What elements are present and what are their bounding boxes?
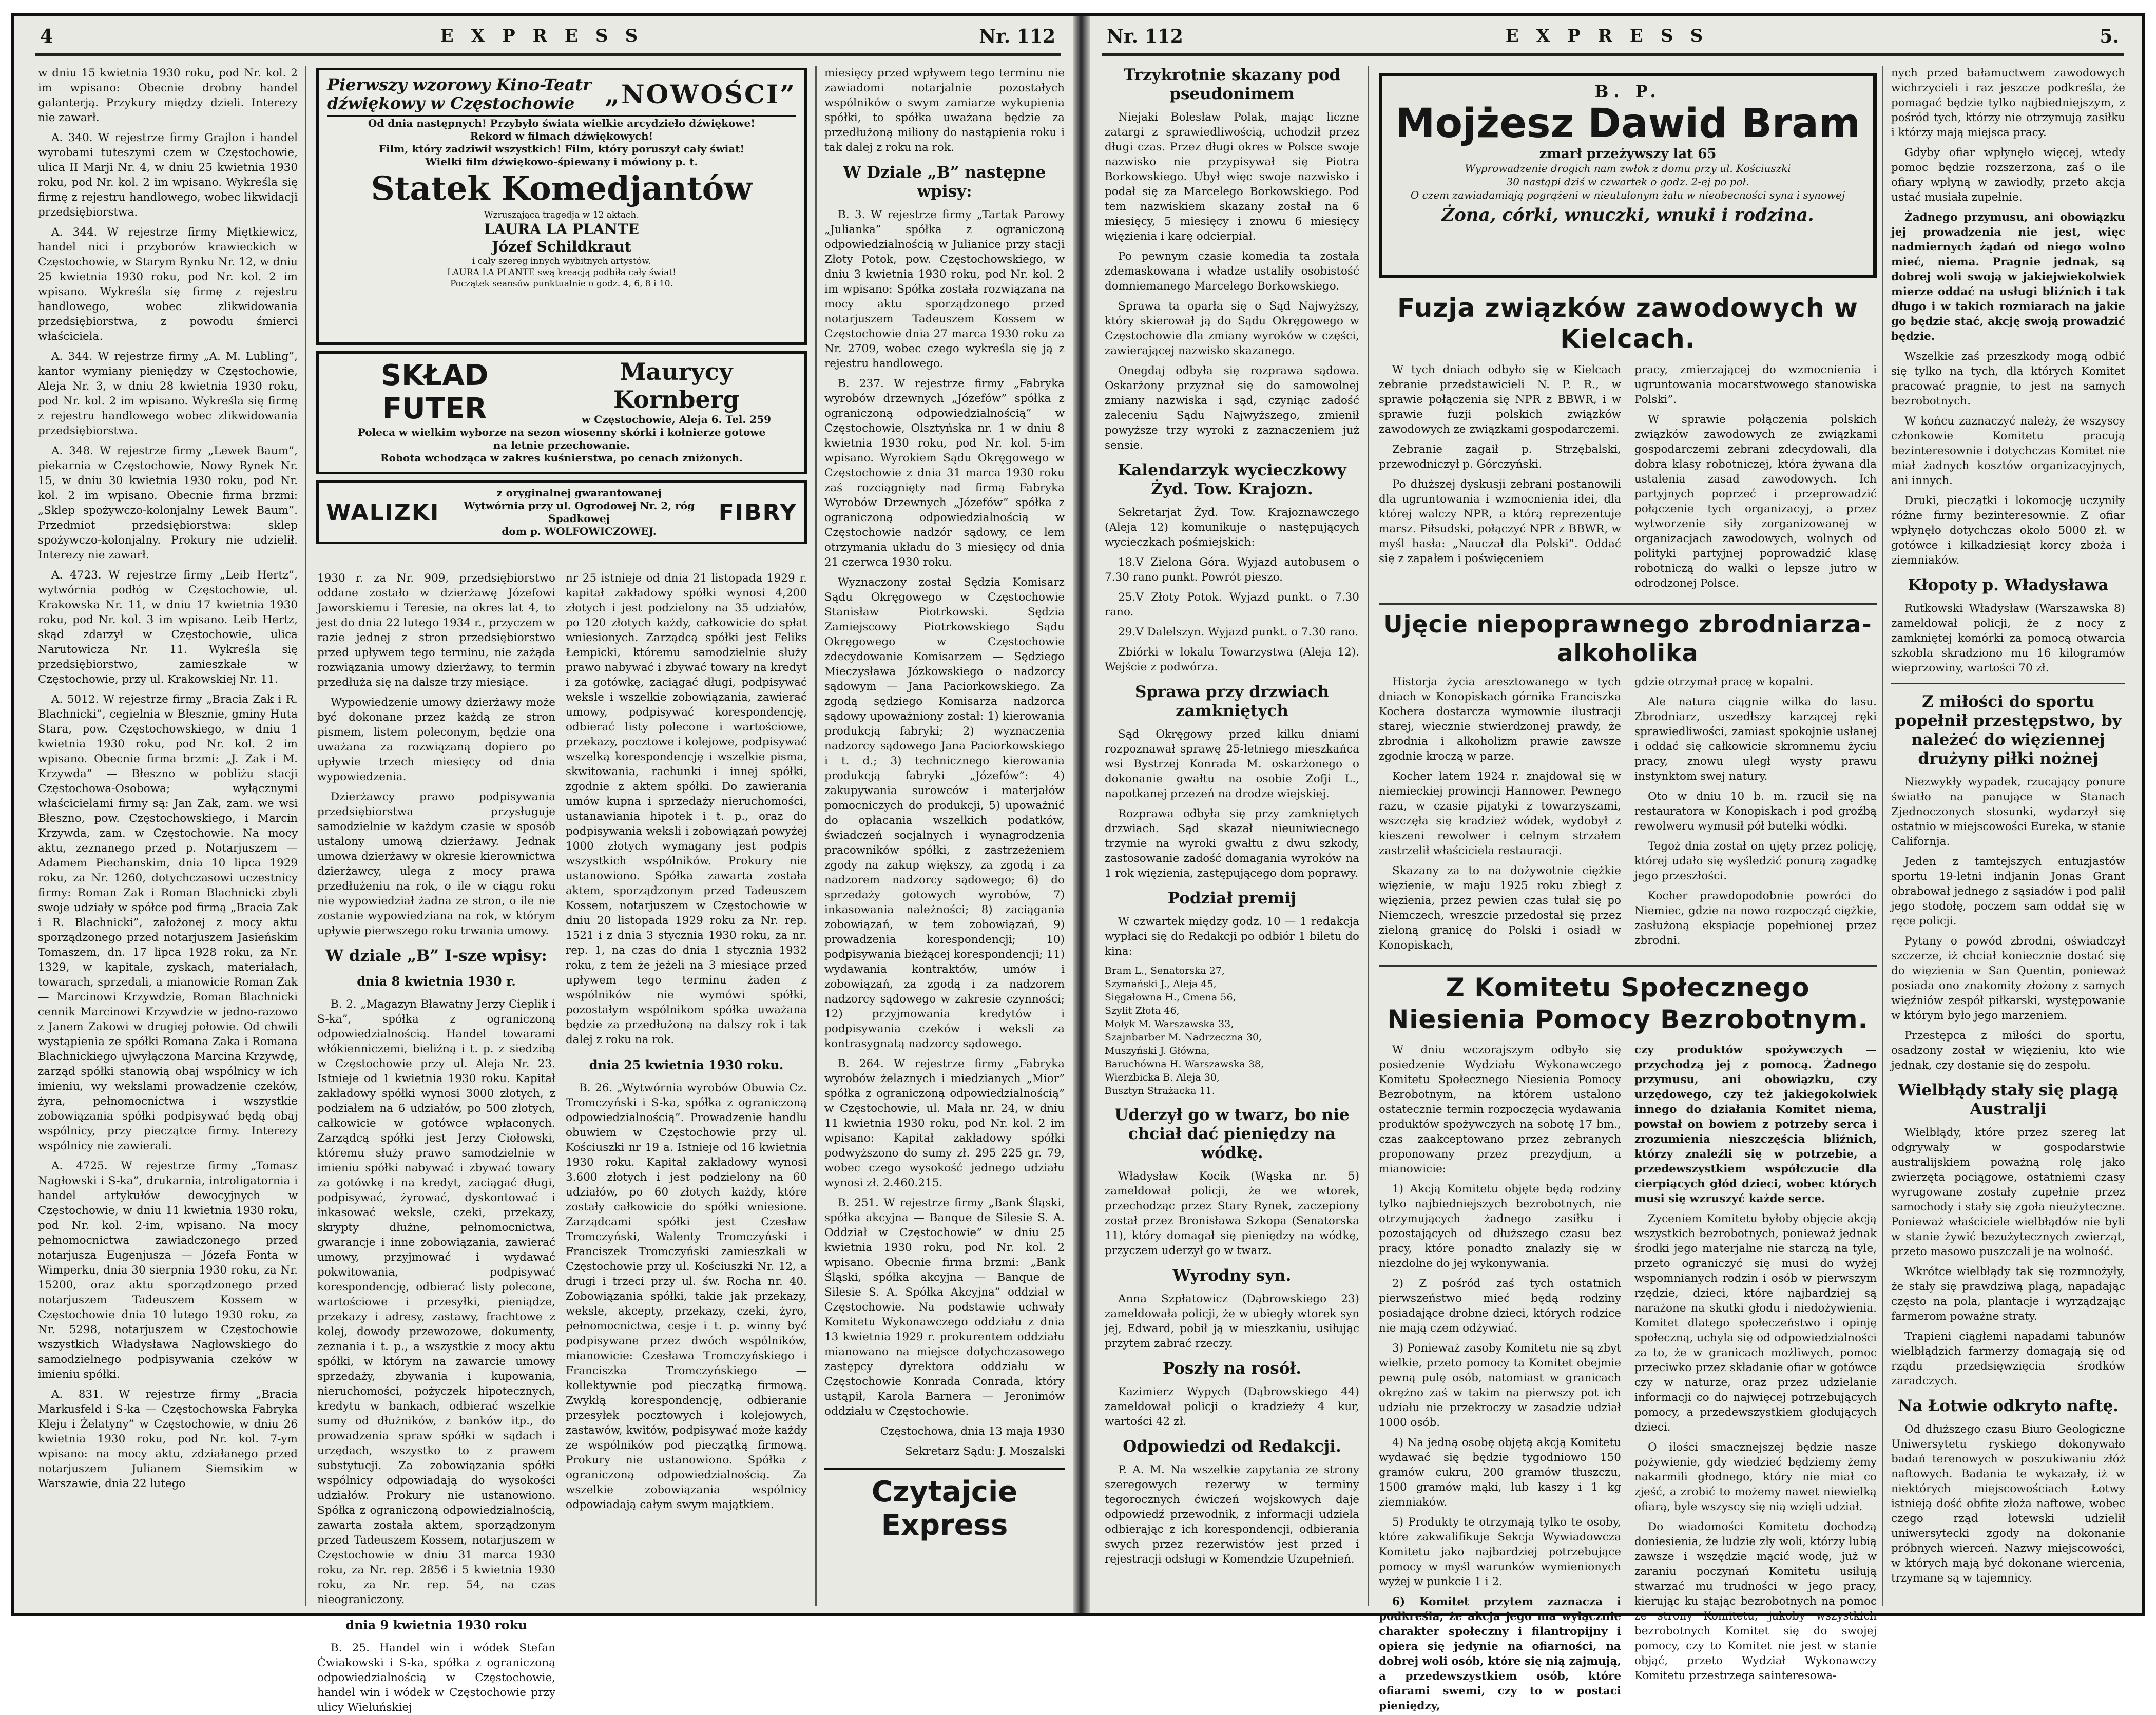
list-item: Baruchówna H. Warszawska 38, bbox=[1105, 1058, 1264, 1070]
cinema-brand: „NOWOŚCI” bbox=[605, 79, 796, 109]
article-paragraph: Onegdaj odbyła się rozprawa sądowa. Oskarżony przyznał się do samowolnej zmiany nazwiska i sąd, czyniąc zadość zaleceniu Sądu Najwyższego, zmienił powyższe trzy wyroki z zaznaczeniem już sensie. bbox=[1105, 364, 1359, 452]
cinema-ad-line1: Pierwszy wzorowy Kino-Teatr bbox=[327, 75, 591, 94]
suitcase-ad-text: z oryginalnej gwarantowanej bbox=[496, 487, 662, 499]
left-masthead: EXPRESS bbox=[440, 26, 656, 46]
article-paragraph: Jeden z tamtejszych entuzjastów sportu 19-letni indjanin Jonas Grant obrabował jednego z sąsiadów i pod palił jego stodołę, poczem sam oddał się w ręce policji. bbox=[1891, 855, 2125, 928]
read-express-slogan: Czytajcie Express bbox=[824, 1468, 1065, 1542]
article-paragraph: 3) Ponieważ zasoby Komitetu nie są zbyt wielkie, przeto pomocy ta Komitet obejmie pewną pulę osób, natomiast w granicach okrężno zaś w takim na pierwszy pot ich udziału nie przekroczy w zasadzie udział 1000 osób. bbox=[1379, 1342, 1621, 1429]
article-paragraph: B. 264. W rejestrze firmy „Fabryka wyrobów żelaznych i miedzianych „Mior” spółka z ograniczoną odpowiedzialnością” w Częstochowie, ul. Mała nr. 24, w dniu 11 kwietnia 1930 roku, pod Nr. kol. 2 im wpisano: Kapitał zakładowy spółki podwyższono do sumy zł. 295 225 gr. 79, wobec czego wysokość jednego udziału wynosi zł. 2.460.215. bbox=[824, 1057, 1065, 1189]
article-separator bbox=[1891, 683, 2125, 684]
right-column-3 bbox=[1891, 66, 2125, 1595]
section-date: dnia 9 kwietnia 1930 roku bbox=[345, 1617, 527, 1632]
article-paragraph: Wyznaczony został Sędzia Komisarz Sądu Okręgowego w Częstochowie Stanisław Piotrkowski. Sędzia Zamiejscowy Piotrkowskiego Sądu Okręgowego w Częstochowie zdecydowanie Komisarzem — Sędziego Mieczysława Józkowskiego o nadzorcy sądowym — Jana Paciorkowskiego. Za zgodą sędziego Komisarza nadzorca sądowy upoważniony został: 1) kierowania produkcją fabryki; 2) wyznaczenia nadzorcy sądowego Jana Paciorkowskiego i t. d.; 3) technicznego kierowania produkcją fabryki „Józefów”: 4) zakupywania surowców i materjałów pomocniczych do produkcji, 5) upoważnić do opłacania wszelkich podatków, świadczeń socjalnych i wynagrodzenia pracowników spółki, z zastrzeżeniem zgody na zakup większy, za zgodą i za nadzorem nadzorcy sądowego; 6) do sprzedaży gotowych wyrobów, 7) inkasowania należności; 8) zaciągania zobowiązań, w tem zobowiązań, 9) prowadzenia korespondencji; 10) podpisywania bieżącej korespondencji; 11) wydawania kontraktów, umów i zobowiązań, za zgodą i za nadzorem nadzorcy sądowego w zakresie czynności; 12) przyjmowania kredytów i podpisywania czeków i weksli za kontrasygnatą nadzorcy sądowego. bbox=[824, 576, 1065, 1050]
fur-shop-ad bbox=[316, 351, 807, 474]
section-date: dnia 8 kwietnia 1930 r. bbox=[357, 974, 516, 989]
article-paragraph: Wszelkie zaś przeszkody mogą odbić się tylko na tych, dla których Komitet pracować pragnie, to jest na samych bezrobotnych. bbox=[1891, 350, 2125, 408]
article-paragraph: 25.V Złoty Potok. Wyjazd punkt. o 7.30 rano. bbox=[1105, 591, 1359, 619]
suitcase-ad-text: dom p. WOLFOWICZOWEJ. bbox=[502, 525, 657, 537]
article-headline: Z miłości do sportu popełnił przestępstwo, by należeć do więziennej drużyny piłki nożnej bbox=[1895, 692, 2122, 768]
article-paragraph: Ale natura ciągnie wilka do lasu. Zbrodniarz, uszedłszy karzącej ręki sprawiedliwości, zamiast spokojnie usłanej i oddać się całkowicie skromnemu życiu pracy, znowu uległ wysty prawu instynktom swej natury. bbox=[1634, 696, 1877, 783]
suitcase-ad-left: WALIZKI bbox=[326, 499, 440, 526]
obituary-age: zmarł przeżywszy lat 65 bbox=[1539, 146, 1717, 162]
article-headline: Kalendarzyk wycieczkowy Żyd. Tow. Krajozn. bbox=[1118, 461, 1346, 498]
article-paragraph: Wypowiedzenie umowy dzierżawy może być dokonane przez każdą ze stron pismem, listem poleconym, będzie ona uważana za rozwiązaną dopiero po upływie trzech miesięcy od dnia wypowiedzenia. bbox=[317, 696, 555, 783]
film-note: LAURA LA PLANTE swą kreacją podbiła cały świat! bbox=[447, 267, 677, 278]
film-showtimes: Początek seansów punktualnie o godz. 4, 6, 8 i 10. bbox=[450, 279, 673, 289]
left-page-header bbox=[35, 24, 1061, 56]
obituary-name: Mojżesz Dawid Bram bbox=[1395, 101, 1861, 147]
article-headline: Poszły na rosół. bbox=[1162, 1359, 1302, 1378]
obituary-text: 30 nastąpi dziś w czwartek o godz. 2-ej po poł. bbox=[1506, 176, 1749, 188]
article-paragraph: Anna Szpłatowicz (Dąbrowskiego 23) zameldowała policji, że w ubiegły wtorek syn jej, Edward, pobił ją w mieszkaniu, usiłując przytem zabrać rzeczy. bbox=[1105, 1293, 1359, 1350]
cinema-ad bbox=[316, 68, 807, 345]
film-title: Statek Komedjantów bbox=[371, 169, 753, 208]
prize-winners-list bbox=[1105, 964, 1359, 1097]
film-actor: LAURA LA PLANTE bbox=[484, 221, 639, 238]
article-paragraph: B. 2. „Magazyn Bławatny Jerzy Cieplik i S-ka”, spółka z ograniczoną odpowiedzialnością. Handel towarami włókienniczemi, bieliźną i t. p. z siedzibą w Częstochowie przy ul. Aleja Nr. 23. Istnieje od 1 kwietnia 1930 roku. Kapitał zakładowy spółki wynosi 3000 złotych, z podziałem na 6 udziałów, po 500 złotych, całkowicie w gotówce wpłaconych. Zarządcą spółki jest Jerzy Ciołowski, któremu służy prawo samodzielnie w imieniu spółki nabywać i zbywać towary za gotówkę i na kredyt, zaciągać długi, podpisywać, żyrować, dyskontować i inkasować weksle, czeki, przekazy, skrypty dłużne, pełnomocnictwa, gwarancje i inne zobowiązania, zawierać umowy, przyjmować i wydawać pokwitowania, podpisywać korespondencję, odbierać listy polecone, wartościowe i przesyłki, pieniądze, przekazy i adresy, zastawy, frachtowe z kolej, dowody przewozowe, dokumenty, zeznania i t. p., a wszystkie z mocy aktu spółki, w którym na zawarcie umowy sprzedaży, zbywania i kupowania, nieruchomości, pożyczek hipotecznych, kredytu w bankach, odbierać wszelkie sumy od dłużników, z banków itp., do prowadzenia spraw spółki w sądach i urzędach, wszystko to z prawem substytucji. Za zobowiązania spółki wspólnicy odpowiadają do wysokości udziałów. Prokury nie ustanowiono. Spółka z ograniczoną odpowiedzialnością, zawarta została aktem, sporządzonym przed Tadeuszem Kossem, notarjuszem w Częstochowie w dniu 31 marca 1930 roku, za Nr. rep. 2856 i 5 kwietnia 1930 roku, za Nr. rep. 54, na czas nieograniczony. bbox=[317, 998, 555, 1606]
newspaper-scan bbox=[11, 13, 2145, 1714]
obituary-box bbox=[1379, 73, 1877, 285]
article-paragraph: B. 237. W rejestrze firmy „Fabryka wyrobów drzewnych „Józefów” spółka z ograniczoną odpowiedzialnością” w Częstochowie, Olsztyńska nr. 1 w dniu 8 kwietnia 1930 roku, pod Nr. kol. 5-im wpisano. Wyrokiem Sądu Okręgowego w Częstochowie z dnia 31 marca 1930 roku zaś rozciągnięty nad firmą Fabryka Wyrobów Drzewnych „Józefów” spółka z ograniczoną odpowiedzialnością w Częstochowie nadzór sądowy, ce lem otrzymania układu do 3 miesięcy od dnia 21 czerwca 1930 roku. bbox=[824, 377, 1065, 569]
fur-shop-text: Poleca w wielkim wyborze na sezon wiosenny skórki i kołnierze gotowe bbox=[357, 426, 766, 438]
article-headline: Kłopoty p. Władysława bbox=[1908, 576, 2109, 594]
right-page-number: 5. bbox=[2100, 26, 2119, 47]
article-paragraph: Zbiórki w lokalu Towarzystwa (Aleja 12). Wejście z podwórza. bbox=[1105, 646, 1359, 673]
suitcase-ad-text: Wytwórnia przy ul. Ogrodowej Nr. 2, róg Spadkowej bbox=[464, 499, 695, 525]
article-paragraph: Kocher latem 1924 r. znajdował się w niemieckiej prowincji Hannower. Pewnego razu, w czasie pijatyki z towarzyszami, wszczęła się kradzież wódek, wydobył z kieszeni rewolwer i celnym strzałem zastrzelił właściciela restauracji. bbox=[1379, 770, 1621, 857]
list-item: Bram L., Senatorska 27, bbox=[1105, 965, 1225, 976]
right-page bbox=[1081, 16, 2145, 1712]
article-headline: Trzykrotnie skazany pod pseudonimem bbox=[1123, 66, 1341, 103]
article-paragraph: Dzierżawcy prawo podpisywania przedsiębiorstwa przysługuje samodzielnie w każdym czasie w sposób ustalony umową dzierżawy. Jednak umowa dzierżawy w okresie kierownictwa dzierżawcy, ulega z mocy prawa przedłużeniu na rok, o ile w ciągu roku nie wypowiedział żadna ze stron, o ile nie zostanie wypowiedziana na rok, w którym upływie pierwszego roku trwania umowy. bbox=[317, 791, 555, 937]
right-page-header bbox=[1102, 24, 2124, 56]
article-paragraph: 5) Produkty te otrzymają tylko te osoby, które zakwalifikuje Sekcja Wywiadowcza Komitetu jako najbardziej potrzebujące pomocy w myśl warunków wymienionych wyżej w punkcie 1 i 2. bbox=[1379, 1516, 1621, 1588]
article-paragraph: A. 344. W rejestrze firmy „A. M. Lubling”, kantor wymiany pieniędzy w Częstochowie, Aleja Nr. 3, w dniu 28 kwietnia 1930 roku, pod Nr. kol. 2 im wpisano. Wykreśla się firmę z rejestru handlowego wobec zlikwidowania przedsiębiorstwa. bbox=[38, 350, 298, 437]
article-paragraph: A. 4725. W rejestrze firmy „Tomasz Nagłowski i S-ka”, drukarnia, introligatornia i handel artykułów dewocyjnych w Częstochowie, w dniu 11 kwietnia 1930 roku, pod Nr. kol. 2-im, wpisano. Na mocy pełnomocnictwa zawiadczonego przed notarjusza Eugenjusza — Józefa Fonta w Wimperku, dnia 30 sierpnia 1930 roku, za Nr. 15200, oraz aktu sporządzonego przed notarjuszem Tadeuszem Kossem w Częstochowie dnia 10 lutego 1930 roku, za Nr. 5298, notarjuszem w Częstochowie wszystkich Władysława Nagłowskiego do samodzielnego podpisywania czeków w imieniu spółki. bbox=[38, 1160, 298, 1381]
obituary-family: Żona, córki, wnuczki, wnuki i rodzina. bbox=[1441, 205, 1814, 225]
cinema-ad-text: Wielki film dźwiękowo-śpiewany i mówiony p. t. bbox=[425, 156, 698, 168]
article-paragraph: 4) Na jedną osobę objętą akcją Komitetu wydawać się będzie tygodniowo 150 gramów cukru, 200 gramów tłuszczu, 1500 gramów mąki, lub kaszy i 1 kg ziemniaków. bbox=[1379, 1436, 1621, 1509]
right-masthead: EXPRESS bbox=[1505, 26, 1721, 46]
cinema-ad-text: Film, który zadziwił wszystkich! Film, który poruszył cały świat! bbox=[378, 143, 745, 155]
film-cast-note: i cały szereg innych wybitnych artystów. bbox=[472, 256, 651, 266]
article-paragraph: W końcu zaznaczyć należy, że wszyscy członkowie Komitetu pracują bezinteresownie i dotychczas Komitet nie miał żadnych kosztów organizacyjnych, ani innych. bbox=[1891, 415, 2125, 487]
article-paragraph: Skazany za to na dożywotnie ciężkie więzienie, w maju 1925 roku zbiegł z więzienia, przez pewien czas tułał się po Niemczech, wreszcie przedostał się przez zieloną granicę do Polski i osiadł w Konopiskach, bbox=[1379, 864, 1621, 952]
article-separator bbox=[1379, 965, 1877, 967]
left-issue-number: Nr. 112 bbox=[979, 26, 1055, 47]
article-paragraph: Władysław Kocik (Wąska nr. 5) zameldował policji, że we wtorek, przechodząc przez Stary Rynek, zaczepiony został przez Bronisława Szkopa (Senatorska 11), który domagał się pieniędzy na wódkę, przyczem uderzył go w twarz. bbox=[1105, 1170, 1359, 1257]
article-headline: Wielbłądy stały się plagą Australji bbox=[1898, 1081, 2119, 1119]
obituary-text: O czem zawiadamiają pogrążeni w nieutulonym żalu w nieobecności syna i synowej bbox=[1410, 189, 1845, 201]
list-item: Szymański J., Aleja 45, bbox=[1105, 978, 1217, 990]
article-paragraph: Sekretarjat Żyd. Tow. Krajoznawczego (Aleja 12) komunikuje o następujących wycieczkach pośmiejskich: bbox=[1105, 506, 1359, 549]
article-paragraph: W tych dniach odbyło się w Kielcach zebranie przedstawicieli N. P. R., w sprawie połączenia się NPR z BBWR, i w sprawie fuzji polskich związków zawodowych ze związkami gospodarczemi. bbox=[1379, 363, 1621, 436]
cinema-ad-text: Od dnia następnych! Przybyło świata wielkie arcydzieło dźwiękowe! bbox=[368, 117, 756, 129]
article-paragraph: Druki, pieczątki i lokomocję uczyniły różne firmy bezinteresownie. Z ofiar wpłynęło dotychczas około 5000 zł. w gotówce i kilkadziesiąt korcy zboża i ziemniaków. bbox=[1891, 494, 2125, 567]
article-paragraph: Żadnego przymusu, ani obowiązku jej prowadzenia nie jest, więc nadmiernych żądań od niego wolno mieć, niema. Pragnie jednak, są dobrej woli swoją w jakiejwiekolwiek mierze oddać na usługi bliźnich i tak długo i w takich rozmiarach na jakie go będzie stać, akcję swoją prowadzić będzie. bbox=[1891, 211, 2125, 343]
article-headline: Odpowiedzi od Redakcji. bbox=[1123, 1437, 1341, 1456]
article-paragraph: Gdyby ofiar wpłynęło więcej, wtedy pomoc będzie rozszerzona, zaś o ile ofiary wpłyną w zawiodły, przeto akcja ustać musiała zupełnie. bbox=[1891, 146, 2125, 204]
film-subtitle: Wzruszająca tragedja w 12 aktach. bbox=[484, 210, 639, 220]
article-paragraph: W czwartek między godz. 10 — 1 redakcja wypłaci się do Redakcji po odbiór 1 biletu do kina: bbox=[1105, 915, 1359, 958]
article-paragraph: Sprawa ta oparła się o Sąd Najwyższy, który skierował ją do Sądu Okręgowego w Częstochowie dla zmiany wyroków w części, zawierającej nazwisko skazanego. bbox=[1105, 300, 1359, 357]
article-paragraph: czy produktów spożywczych — przychodzą jej z pomocą. Żadnego przymusu, ani obowiązku, czy urzędowego, czy też jakiegokolwiek innego do działania Komitet niema, powstał on bowiem z potrzeby serca i zrozumienia nieszczęścia bliźnich, którzy znaleźli się w potrzebie, a przedewszystkiem współczucie dla cierpiących głód dzieci, wobec których musi się wzruszyć każde serce. bbox=[1634, 1044, 1877, 1205]
list-item: Sięgałowna H., Cmena 56, bbox=[1105, 992, 1236, 1003]
article-paragraph: Przestępca z miłości do sportu, osadzony został w więzieniu, kto wie jednak, czy dostanie się do zespołu. bbox=[1891, 1029, 2125, 1072]
article-paragraph: nr 25 istnieje od dnia 21 listopada 1929 r. kapitał zakładowy spółki wynosi 4,200 złotych i jest podzielony na 35 udziałów, po 120 złotych każdy, całkowicie do spłat wniesionych. Zarządcą spółki jest Feliks Łempicki, któremu samodzielnie służy prawo nabywać i zbywać towary na kredyt i za gotówkę, zaciągać długi, podpisywać weksle i wszelkie zobowiązania, zawierać umowy, podpisywać korespondencję, odbierać listy polecone i wartościowe, przekazy, pocztowe i kolejowe, podpisywać wszelką korespondencję i wszelkie pisma, skwitowania, rachunki i innej spółki, zgodnie z aktem spółki. Do zawierania umów kupna i sprzedaży nieruchomości, ustanawiania hipotek i t. p., oraz do podpisywania weksli i zobowiązań powyżej 1000 złotych wymagany jest podpis wszystkich wspólników. Prokury nie ustanowiono. Spółka zawarta została aktem, sporządzonym przed Tadeuszem Kossem, notarjuszem w Częstochowie w dniu 20 listopada 1929 roku za Nr. rep. 1521 i z dnia 3 stycznia 1930 roku, za nr. rep. 1, na czas do dnia 1 stycznia 1932 roku, z tem że jeżeli na 3 miesiące przed upływem tego terminu żaden z wspólników nie wymówi spółki, pozostałym wspólnikom spółka uważana będzie za przedłużoną na dalszy rok i tak dalej z roku na rok. bbox=[566, 572, 807, 1046]
column-rule bbox=[1368, 66, 1369, 1606]
article-paragraph: Sąd Okręgowy przed kilku dniami rozpoznawał sprawę 25-letniego mieszkańca wsi Bystrzej Konrada M. oskarżonego o dokonanie gwałtu na osobie Zofji L., napotkanej przezeń na drodze wiejskiej. bbox=[1105, 728, 1359, 800]
right-issue-number: Nr. 112 bbox=[1107, 26, 1183, 47]
article-paragraph: Tegoż dnia został on ujęty przez policję, której udało się wyśledzić ponurą zagadkę jego przeszłości. bbox=[1634, 840, 1877, 882]
article-paragraph: Rozprawa odbyła się przy zamkniętych drzwiach. Sąd skazał nieuniwiecnego trzymie na wyroki gwałtu z dwu szkody, zastosowanie zadość domagania wyroków na 1 rok więzienia, zastępującego dom poprawy. bbox=[1105, 807, 1359, 880]
article-paragraph: Od dłuższego czasu Biuro Geologiczne Uniwersytetu ryskiego dokonywało badań terenowych w poszukiwaniu złóż naftowych. Badania te wykazały, iż w niektórych miejscowościach Łotwy istnieją dość obfite złoża naftowe, wobec czego rząd łotewski udzielił uniwersytecki zgody na dokonanie próbnych wierceń. Nazwy miejscowości, w których mają być dokonane wiercenia, trzymane są w tajemnicy. bbox=[1891, 1423, 2125, 1585]
article-paragraph: A. 348. W rejestrze firmy „Lewek Baum”, piekarnia w Częstochowie, Nowy Rynek Nr. 15, w dniu 30 kwietnia 1930 roku, pod Nr. kol. 2 im wpisano. Obecnie firma brzmi: „Sklep spożywczo-kolonjalny Lewek Baum”. Przedmiot przedsiębiorstwa: sklep spożywczo-kolonjalny. Prokury nie udzielił. Interezy nie zawarł. bbox=[38, 445, 298, 562]
left-column-2 bbox=[317, 571, 555, 1714]
list-item: Wierzbicka B. Aleja 30, bbox=[1105, 1072, 1220, 1083]
article-paragraph: Wielbłądy, które przez szereg lat odgrywały w gospodarstwie australijskiem poważną rolę jako zwierzęta pociągowe, ostatniemi czasy wyrugowane zostały zupełnie przez samochody i stały się zgoła nieużyteczne. Ponieważ właściciele wielbłądów nie byli w stanie żywić bezużytecznych zwierząt, przeto masowo puszczali je na wolność. bbox=[1891, 1126, 2125, 1258]
suitcase-ad-right: FIBRY bbox=[718, 499, 797, 526]
list-item: Szajnbarber M. Nadrzeczna 30, bbox=[1105, 1032, 1262, 1043]
article-paragraph: Historja życia aresztowanego w tych dniach w Konopiskach górnika Franciszka Kochera dostarcza wymownie ilustracji starej, wiecznie stwierdzonej prawdy, że zbrodnia i alkoholizm prawie zawsze zgodnie kroczą w parze. bbox=[1379, 676, 1621, 763]
article-paragraph: Niezwykły wypadek, rzucający ponure światło na panujące w Stanach Zjednoczonych stosunki, wydarzył się ostatnio w miejscowości Eureka, w stanie Californja. bbox=[1891, 776, 2125, 848]
article-paragraph: Kocher prawdopodobnie powróci do Niemiec, gdzie na nowo rozpocząć ciężkie, zasłużoną ekspiacje popełnionej przez zbrodni. bbox=[1634, 890, 1877, 947]
article-paragraph: B. 3. W rejestrze firmy „Tartak Parowy „Julianka” spółka z ograniczoną odpowiedzialnością w Julianice przy stacji Złoty Potok, pow. Częstochowskiego, w dniu 3 kwietnia 1930 roku, pod Nr. kol. 2 im wpisano: Spółka została rozwiązana na mocy aktu sporządzonego przed notarjuszem Tadeuszem Kossem w Częstochowie dnia 27 marca 1930 roku za Nr. 2709, wobec czego wykreśla się ją z rejestru handlowego. bbox=[824, 208, 1065, 370]
article-paragraph: B. 25. Handel win i wódek Stefan Ćwiakowski i S-ka, spółka z ograniczoną odpowiedzialnością w Częstochowie, handel win i wódek w Częstochowie przy ulicy Wieluńskiej bbox=[317, 1642, 555, 1714]
film-actor: Józef Schildkraut bbox=[492, 238, 631, 255]
suitcase-ad bbox=[316, 480, 807, 544]
article-headline: Uderzył go w twarz, bo nie chciał dać pieniędzy na wódkę. bbox=[1114, 1106, 1350, 1162]
article-paragraph: Kazimierz Wypych (Dąbrowskiego 44) zameldował policji o kradzieży 4 kur, wartości 42 zł. bbox=[1105, 1385, 1359, 1428]
obituary bbox=[1379, 73, 1877, 278]
article-paragraph: A. 340. W rejestrze firmy Grajlon i handel wyrobami tuteszymi czem w Częstochowie, ulica II Marji Nr. 4, w dniu 25 kwietnia 1930 roku, pod Nr. kol. 2 im wpisano. Wykreśla się firmę z rejestru handlowego, wobec likwidacji przedsiębiorstwa. bbox=[38, 131, 298, 219]
article-paragraph: Do wiadomości Komitetu dochodzą doniesienia, że ludzie zły woli, którzy lubią zawsze i wszędzie mącić wodę, już w zaraniu poczynań Komitetu usiłują stwarzać mu trudności w jego pracy, kierując ku stając bezrobotnych na pomoc ze strony Komitetu, jakoby wszystkich bezrobotnych Komitet się do swojej pomocy, czy to Komitet nie jest w stanie objąć, przeto Wydział Wykonawczy Komitetu przestrzega sainteresowa- bbox=[1634, 1520, 1877, 1682]
list-item: Mołyk M. Warszawska 33, bbox=[1105, 1018, 1234, 1030]
article-paragraph: B. 26. „Wytwórnia wyrobów Obuwia Cz. Tromczyński i S-ka, spółka z ograniczoną odpowiedzialnością”. Prowadzenie handlu obuwiem w Częstochowie przy ul. Kościuszki nr 19 a. Istnieje od 16 kwietnia 1930 roku. Kapitał zakładowy wynosi 3.600 złotych i jest podzielony na 60 udziałów, po 60 złotych każdy, które zostały całkowicie do spółki wniesione. Zarządcami spółki jest Czesław Tromczyński, Walenty Tromczyński i Franciszek Tromczyński zamieszkali w Częstochowie przy ul. Kościuszki Nr. 12, a drugi i trzeci przy ul. św. Rocha nr. 40. Zobowiązania spółki, takie jak przekazy, weksle, akcepty, przekazy, czeki, żyro, pełnomocnictwa, cesje i t. p. winny być podpisywane przez dwóch wspólników, mianowicie: Czesława Tromczyńskiego i Franciszka Tromczyńskiego — kollektywnie pod pieczątką firmową. Zwykłą korespondencję, odbieranie przesyłek pocztowych i kolejowych, zastawów, kwitów, podpisywać może każdy ze wspólników pod pieczątką firmową. Prokury nie ustanowiono. Spółka z ograniczoną odpowiedzialnością. Za wszelkie zobowiązania wspólnicy odpowiadają całym swym majątkiem. bbox=[566, 1082, 807, 1511]
fur-shop-address: w Częstochowie, Aleja 6. Tel. 259 bbox=[582, 413, 772, 426]
court-date: Częstochowa, dnia 13 maja 1930 bbox=[880, 1425, 1065, 1438]
list-item: Szylit Złota 46, bbox=[1105, 1005, 1180, 1016]
article-paragraph: W sprawie połączenia polskich związków zawodowych ze związkami gospodarczemi zebrani zdecydowali, dla dobra klasy robotniczej, która żywana dla ustalenia zasad zawodowych. Ich partyjnych poprzeć i przeprowadzić połączenie tych organizacyj, a przez wytworzenie siły zorganizowanej w organizacjach zawodowych, wolnych od polityki partyjnej poprowadzić klasę robotniczą do walki o lepsze jutro w odrodzonej Polsce. bbox=[1634, 413, 1877, 590]
cinema-ad-line2: dźwiękowy w Częstochowie bbox=[327, 93, 575, 113]
left-page bbox=[14, 16, 1081, 1714]
article-separator bbox=[1379, 603, 1877, 605]
fur-shop-text: na letnie przechowanie. bbox=[493, 439, 630, 451]
article-paragraph: 1930 r. za Nr. 909, przedsiębiorstwo oddane zostało w dzierżawę Józefowi Jaworskiemu i Teresie, na okres lat 4, to jest do dnia 22 lutego 1934 r., przyczem w razie jednej z stron przedsiębiorstwo przed upływem tego terminu, nie zażąda rozwiązania umowy dzierżawy, to termin przedłuża się na dalsze trzy miesiące. bbox=[317, 572, 555, 689]
article-paragraph: 6) Komitet przytem zaznacza i podkreśla, że akcja jego ma wyłącznie charakter społeczny i filantropijny i opiera się jedynie na ofiarności, na dobrej woli osób, które się nią zajmują, a przedewszystkiem osób, które ofiarami swemi, czy to w postaci pieniędzy, bbox=[1379, 1595, 1621, 1712]
left-column-2b bbox=[566, 571, 807, 1592]
article-paragraph: A. 344. W rejestrze firmy Miętkiewicz, handel nici i przyborów krawieckich w Częstochowie, w Starym Rynku Nr. 12, w dniu 25 kwietnia 1930 roku, pod Nr. kol. 2 im wpisano. Wykreśla się firmę z rejestru handlowego, wobec zlikwidowania przedsiębiorstwa, z powodu śmierci właściciela. bbox=[38, 226, 298, 343]
article-paragraph: Rutkowski Władysław (Warszawska 8) zameldował policji, że z nocy z zamkniętej komórki za pomocą otwarcia szkobla skradziono mu 16 kilogramów wieprzowiny, wartości 70 zł. bbox=[1891, 602, 2125, 675]
article-paragraph: Pytany o powód zbrodni, oświadczył szczerze, iż chciał koniecznie dostać się do więzienia w San Quentin, ponieważ posiada ono znakomity złożony z samych więźniów zespół piłkarski, występowanie w którym było jego marzeniem. bbox=[1891, 935, 2125, 1022]
article-headline: Sprawa przy drzwiach zamkniętych bbox=[1134, 683, 1330, 720]
article-paragraph: w dniu 15 kwietnia 1930 roku, pod Nr. kol. 2 im wpisano: Obecnie drobny handel galanterją. Przykury między dzieli. Interezy nie zawarł. bbox=[38, 67, 298, 124]
article-paragraph: 18.V Zielona Góra. Wyjazd autobusem o 7.30 rano punkt. Powrót pieszo. bbox=[1105, 556, 1359, 584]
section-heading: W Dziale „B” następne wpisy: bbox=[843, 163, 1046, 201]
article-headline: Wyrodny syn. bbox=[1172, 1266, 1292, 1285]
article-paragraph: Trapieni ciągłemi napadami tabunów wielbłądzich farmerzy domagają się od rządu przedsięwzięcia środków zaradczych. bbox=[1891, 1330, 2125, 1388]
article-paragraph: miesięcy przed wpływem tego terminu nie zawiadomi notarjalnie pozostałych wspólników o swym zamiarze wykupienia spółki, to spółka uważana będzie za przedłużoną miliony do nastąpienia roku i tak dalej z roku na rok. bbox=[824, 67, 1065, 154]
article-paragraph: A. 831. W rejestrze firmy „Bracia Markusfeld i S-ka — Częstochowska Fabryka Kleju i Żelatyny” w Częstochowie, w dniu 26 kwietnia 1930 roku, pod Nr. kol. 7-ym wpisano: na mocy aktu, zdziałanego przed notarjuszem Julianem Siemsikim w Warszawie, dnia 22 lutego bbox=[38, 1388, 298, 1490]
obituary-bp: B. P. bbox=[1594, 82, 1661, 101]
left-column-1 bbox=[38, 66, 298, 1595]
article-paragraph: pracy, zmierzającej do wzmocnienia i ugruntowania mocarstwowego stanowiska Polski”. bbox=[1634, 363, 1877, 406]
column-rule bbox=[815, 66, 817, 1606]
fuzja-article bbox=[1379, 288, 1877, 1712]
obituary-text: Wyprowadzenie drogich nam zwłok z domu przy ul. Kościuszki bbox=[1465, 162, 1791, 175]
article-headline: Z Komitetu Społecznego Niesienia Pomocy Bezrobotnym. bbox=[1387, 973, 1869, 1034]
article-paragraph: Po pewnym czasie komedia ta została zdemaskowana i władze ustaliły osobistość domniemanego Marcelego Borkowskiego. bbox=[1105, 250, 1359, 293]
column-rule bbox=[305, 66, 306, 1606]
article-paragraph: Zyceniem Komitetu byłoby objęcie akcją wszystkich bezrobotnych, ponieważ jednak środki jego materjalne nie starczą na tyle, przeto ograniczyć się musi do wyżej wspomnianych rodzin i osób w pierwszym rzędzie, dzieci, które najbardziej są narażone na skutki głodu i niedożywienia. Komitet dlatego społeczeństwo i opinję społeczną, uchyla się od odpowiedzialności za to, że w granicach możliwych, pomoc przeciwko przez składanie ofiar w gotówce czy w naturze, oraz przez udzielanie informacji co do najwięcej potrzebujących pomocy, a przedewszystkiem głodujących dzieci. bbox=[1634, 1212, 1877, 1434]
fur-shop-title: SKŁAD FUTER bbox=[380, 358, 489, 426]
court-signature: Sekretarz Sądu: J. Moszalski bbox=[904, 1445, 1065, 1458]
article-paragraph: 1) Akcją Komitetu objęte będą rodziny tylko najbiedniejszych bezrobotnych, nie otrzymujących żadnego zasiłku i pozostających od dłuższego czasu bez pracy, które ponadto znalazły się w niezdolne do jej wykonywania. bbox=[1379, 1183, 1621, 1270]
article-paragraph: gdzie otrzymał pracę w kopalni. bbox=[1634, 676, 1814, 688]
article-headline: Podział premij bbox=[1167, 889, 1297, 908]
article-headline: Fuzja związków zawodowych w Kielcach. bbox=[1397, 293, 1858, 354]
left-page-number: 4 bbox=[40, 26, 53, 47]
article-headline: Ujęcie niepoprawnego zbrodniarza-alkoholika bbox=[1383, 610, 1872, 667]
article-paragraph: A. 5012. W rejestrze firmy „Bracia Zak i R. Blachnicki”, cegielnia w Błesznie, gminy Huta Stara, pow. Częstochowskiego, w dniu 1 kwietnia 1930 roku, pod Nr. kol. 2 im wpisano. Obecnie firma brzmi: „J. Zak i M. Krzywda” — Błeszno w pobliżu stacji Częstochowa-Osobowa; wyłącznymi właścicielami firmy są: Jan Zak, zam. we wsi Błeszno, pow. Częstochowskiego, i Marcin Krzywda, zam. w Częstochowie. Na mocy aktu, zeznanego przed p. Notarjuszem — Adamem Piechanskim, dnia 10 lipca 1929 roku, za Nr. 1260, dotychczasowi uczestnicy firmy: Roman Zak i Roman Blachnicki zbyli swoje udziały w spółce pod firmą „Bracia Zak i R. Blachnicki”, założonej z mocy aktu sporządzonego przed notarjuszem Jasieńskim Tomaszem, dn. 17 lipca 1928 roku, za Nr. 1329, w kapitale, zyskach, materiałach, towarach, sprzedali, a mianowicie Roman Zak — Marcinowi Krzywdzie, Roman Blachnicki cennik Marcinowi Krzywdzie w jedno-razowo z Janem Zakowi w drugiej połowie. Od chwili wystąpienia ze spółki Romana Zaka i Romana Blachnickiego ujwyłączona Marcina Krzywdę, zarząd spółki stanowią obaj wspólnicy w ich imieniu, wy wekslami prowadzenie czeków, żyra, pełnomocnictwa i wszystkie zobowiązania spółki podpisywać będą obaj wspólnicy, przy pieczątce firmy. Interezy wspólnicy nie zawierali. bbox=[38, 693, 298, 1152]
left-column-3 bbox=[824, 66, 1065, 1595]
section-heading: W dziale „B” I-sze wpisy: bbox=[325, 947, 547, 965]
article-paragraph: O ilości smacznejszej będzie nasze pożywienie, gdy wiedzieć będziemy żemy nakarmili głodnego, który nie miał co zjeść, a zrobić to możemy nawet niewielką ofiarą, byle wszyscy się nią wzięli udział. bbox=[1634, 1441, 1877, 1513]
article-paragraph: A. 4723. W rejestrze firmy „Leib Hertz”, wytwórnia podłóg w Częstochowie, ul. Krakowska Nr. 11, w dniu 17 kwietnia 1930 roku, pod Nr. kol. 3 im wpisano. Leib Hertz, skąd zdarzył w Częstochowie, ulica Narutowicza Nr. 11. Wykreśla się przedsiębiorstwo, zamieszkałe w Częstochowie, przy ul. Krakowskiej Nr. 11. bbox=[38, 569, 298, 686]
list-item: Busztyn Strażacka 11. bbox=[1105, 1085, 1215, 1096]
article-paragraph: Wkrótce wielbłądy tak się rozmnożyły, że stały się prawdziwą plagą, napadając często na pola, plantacje i wyrządzając farmerom poważne straty. bbox=[1891, 1265, 2125, 1323]
article-paragraph: Zebranie zagaił p. Strzębalski, przewodniczył p. Górczyński. bbox=[1379, 443, 1621, 471]
fur-shop-owner: Maurycy Kornberg bbox=[613, 358, 740, 413]
ads-block bbox=[316, 68, 807, 550]
list-item: Muszyński J. Główna, bbox=[1105, 1045, 1210, 1056]
article-paragraph: W dniu wczorajszym odbyło się posiedzenie Wydziału Wykonawczego Komitetu Społecznego Niesienia Pomocy Bezrobotnym, na którem ustalono ostatecznie termin rozpoczęcia wydawania produktów spożywczych na sobotę 17 bm., czas zaakceptowano przez zebranych proponowany przez prezydjum, a mianowicie: bbox=[1379, 1044, 1621, 1176]
article-paragraph: B. 251. W rejestrze firmy „Bank Śląski, spółka akcyjna — Banque de Silesie S. A. Oddział w Częstochowie” w dniu 25 kwietnia 1930 roku, pod Nr. kol. 2 wpisano. Obecnie firma brzmi: „Bank Śląski, spółka akcyjna — Banque de Silesie S. A. Spółka Akcyjna” oddział w Częstochowie. Na podstawie uchwały Komitetu Wykonawczego oddziału z dnia 13 kwietnia 1929 r. prokurentem oddziału mianowano na miejsce dotychczasowego zastępcy dyrektora oddziału w Częstochowie Konrada Conrada, który ustąpił, Karola Barnera — Jeronimów oddziału w Częstochowie. bbox=[824, 1197, 1065, 1418]
cinema-ad-text: Rekord w filmach dźwiękowych! bbox=[470, 130, 653, 142]
right-column-1 bbox=[1105, 66, 1359, 1595]
column-rule bbox=[1882, 66, 1883, 1606]
article-paragraph: Niejaki Bolesław Polak, mając liczne zatargi z sprawiedliwością, uchodził przez długi czas. Przez długi okres w Polsce swoje nazwisko nie przypisywał się Piotra Borkowskiego. Ubył więc swoje nazwisko i podał się za Marcelego Borkowskiego. Pod tem nazwiskiem skazany został na 6 miesięcy, 5 miesięcy i znowu 6 miesięcy więzienia i karę odcierpiał. bbox=[1105, 111, 1359, 243]
article-paragraph: Oto w dniu 10 b. m. rzucił się na restauratora w Konopiskach i pod groźbą rewolweru wymusił pół butelki wódki. bbox=[1634, 790, 1877, 833]
article-paragraph: Po dłuższej dyskusji zebrani postanowili dla ugruntowania i wzmocnienia idei, dla której walczy NPR, a którą reprezentuje marsz. Piłsudski, połączyć NPR z BBWR, w myśl hasła: „Nauczał dla Polski”. Oddać się z zapałem i poświęceniem bbox=[1379, 478, 1621, 565]
article-paragraph: nych przed bałamuctwem zawodowych wichrzycieli i raz jeszcze podkreśla, że pomagać będzie tylko najbiedniejszym, z pośród tych, którzy nie otrzymują zasiłku i którzy mają miejsca pracy. bbox=[1891, 67, 2125, 139]
fur-shop-text: Robota wchodząca w zakres kuśnierstwa, po cenach zniżonych. bbox=[380, 452, 743, 464]
section-date: dnia 25 kwietnia 1930 roku. bbox=[589, 1057, 784, 1072]
article-headline: Na Łotwie odkryto naftę. bbox=[1898, 1397, 2119, 1415]
article-paragraph: 29.V Dalelszyn. Wyjazd punkt. o 7.30 rano. bbox=[1118, 626, 1358, 639]
article-paragraph: 2) Z pośród zaś tych ostatnich pierwszeństwo mieć będą rodziny posiadające drobne dzieci, których rodzice nie mają czem odżywiać. bbox=[1379, 1277, 1621, 1335]
article-paragraph: P. A. M. Na wszelkie zapytania ze strony szeregowych rezerwy w terminy tegorocznych ćwiczeń wojskowych daje odpowiedź przewodnik, z informacji udziela odbierając z ich korespondencji, odbierania swych przez rezerwistów jest przed i rejestracji odsługi w Komendzie Uzupełnień. bbox=[1105, 1463, 1359, 1566]
